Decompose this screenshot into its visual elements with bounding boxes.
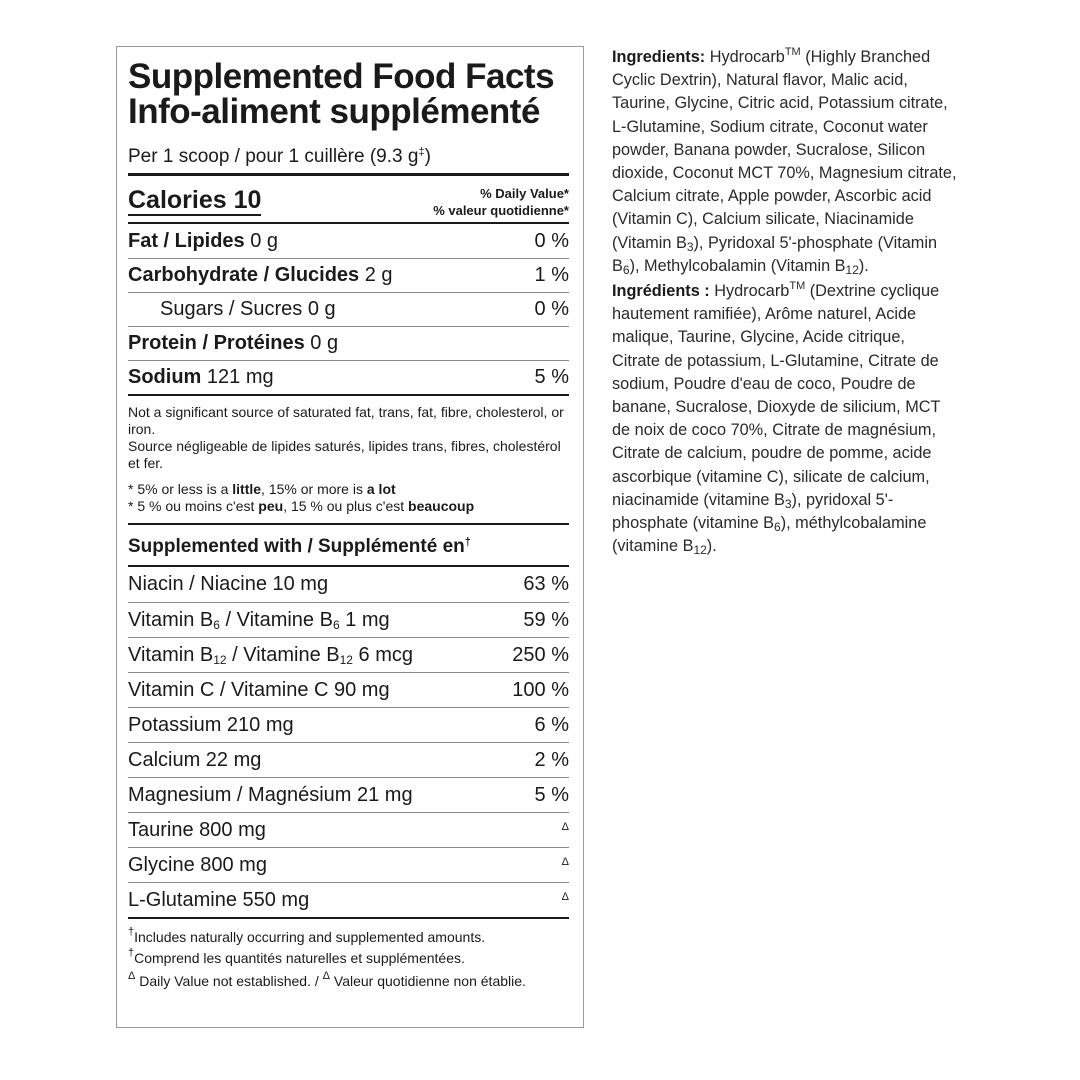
nutrient-row-carbohydrate: Carbohydrate / Glucides 2 g 1 % <box>128 258 569 292</box>
supplement-row-calcium: Calcium 22 mg 2 % <box>128 742 569 777</box>
note-fr: Source négligeable de lipides saturés, lipides trans, fibres, cholestérol et fer. <box>128 438 561 471</box>
ingredients-fr: Ingrédients : Hydrocarb™ (Dextrine cyclique hautement ramifiée), Arôme naturel, Acide malique, Taurine, Glycine, Acide citrique, Citrate de potassium, L-Glutamine, Citrate de sodium, Poudre d'eau de coco, Poudre de banane, Sucralose, Dioxyde de silicium, MCT de noix de coco 70%, Citrate de magnésium, Citrate de calcium, poudre de pomme, acide ascorbique (vitamine C), silicate de calcium, niacinamide (vitamine $B_3$), pyridoxal 5'-phosphate (vitamine $B_6$), méthylcobalamine (vitamine $B_{12}$). <box>612 280 941 558</box>
ingredients-en: Ingredients: Hydrocarb™ (Highly Branched Cyclic Dextrin), Natural flavor, Malic acid, Taurine, Glycine, Citric acid, Potassium citrate, L-Glutamine, Sodium citrate, Coconut water powder, Banana powder, Sucralose, Silicon dioxide, Coconut MCT 70%, Magnesium citrate, Calcium citrate, Apple powder, Ascorbic acid (Vitamin C), Calcium silicate, Niacinamide (Vitamin $B_3$), Pyridoxal 5'-phosphate (Vitamin $B_6$), Methylcobalamin (Vitamin $B_{12}$). <box>612 46 957 277</box>
nutrient-row-protein: Protein / Protéines 0 g <box>128 326 569 360</box>
facts-panel <box>116 46 584 1028</box>
footnote-1: †Includes naturally occurring and supplemented amounts. <box>128 926 486 945</box>
footnote-2: †Comprend les quantités naturelles et supplémentées. <box>128 947 465 966</box>
dv-note-fr: * 5 % ou moins c'est peu, 15 % ou plus c'est beaucoup <box>128 498 475 514</box>
supplement-row-taurine: Taurine 800 mg Δ <box>128 812 569 847</box>
supplement-row-vitamin-b6: Vitamin $B_6$ / Vitamine $B_6$ 1 mg 59 % <box>128 602 569 637</box>
serving-size: Per 1 scoop / pour 1 cuillère (9.3 g‡) <box>128 146 431 167</box>
calories-label: Calories 10 <box>128 186 262 214</box>
title-fr: Info-aliment supplémenté <box>128 92 540 131</box>
supplement-row-magnesium: Magnesium / Magnésium 21 mg 5 % <box>128 777 569 812</box>
supplemented-heading: Supplemented with / Supplémenté en† <box>128 536 471 557</box>
ingredients-section <box>612 46 957 560</box>
footnotes <box>128 927 569 992</box>
calories-row <box>128 176 569 222</box>
nutrition-notes <box>128 404 569 515</box>
divider <box>128 917 569 919</box>
supplement-row-niacin: Niacin / Niacine 10 mg 63 % <box>128 573 569 595</box>
nutrient-row-sugars: Sugars / Sucres 0 g 0 % <box>128 292 569 326</box>
daily-value-header: % Daily Value* % valeur quotidienne* <box>433 186 569 218</box>
supplement-row-potassium: Potassium 210 mg 6 % <box>128 707 569 742</box>
nutrient-row-sodium: Sodium 121 mg 5 % <box>128 360 569 394</box>
nutrient-row-fat: Fat / Lipides 0 g 0 % <box>128 229 569 252</box>
supplement-row-l-glutamine: L-Glutamine 550 mg Δ <box>128 882 569 917</box>
divider <box>128 394 569 396</box>
title-en: Supplemented Food Facts <box>128 57 555 96</box>
note-en: Not a significant source of saturated fat, trans, fat, fibre, cholesterol, or iron. <box>128 404 564 437</box>
footnote-3: $^\Delta$ Daily Value not established. / $^\Delta$ Valeur quotidienne non établie. <box>128 970 526 989</box>
supplement-row-glycine: Glycine 800 mg Δ <box>128 847 569 882</box>
supplement-row-vitamin-b12: Vitamin $B_{12}$ / Vitamine $B_{12}$ 6 mcg 250 % <box>128 637 569 672</box>
dv-note-en: * 5% or less is a little, 15% or more is a lot <box>128 481 396 497</box>
supplement-row-vitamin-c: Vitamin C / Vitamine C 90 mg 100 % <box>128 672 569 707</box>
